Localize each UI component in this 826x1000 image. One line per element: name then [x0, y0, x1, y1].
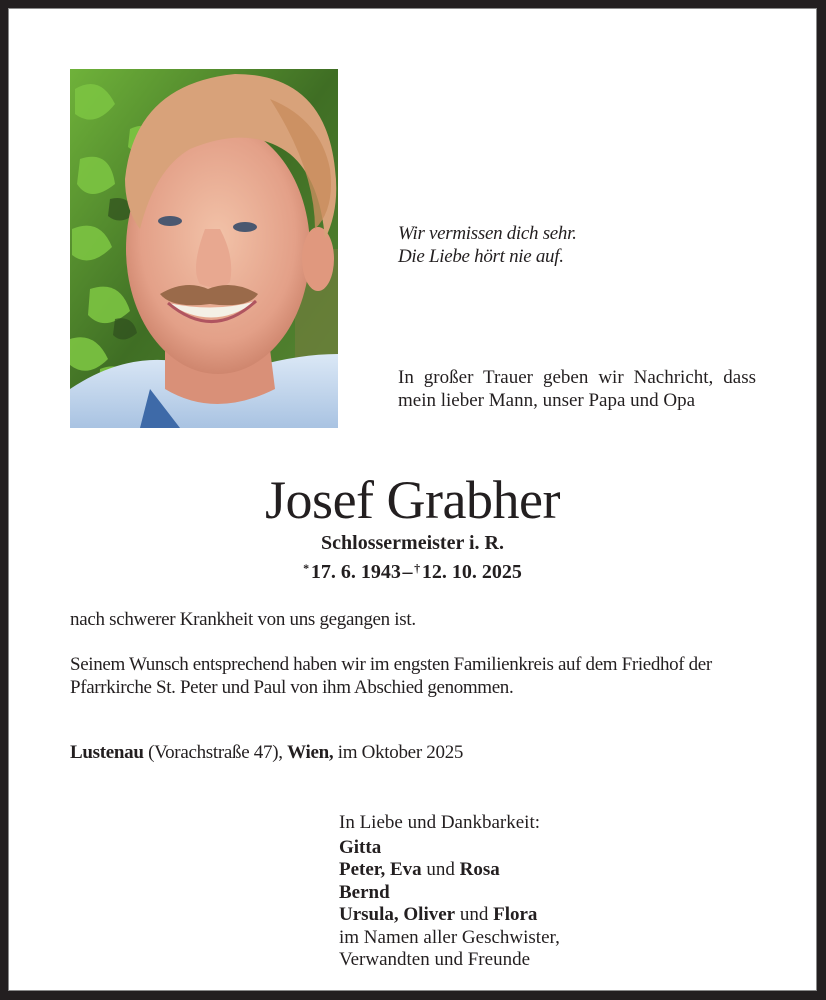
birth-star-icon: *: [303, 561, 310, 575]
mourners-signoff: [339, 812, 560, 972]
mourner-name: Gitta: [339, 836, 382, 858]
life-dates: [8, 556, 817, 584]
portrait-image: [70, 69, 338, 428]
obituary-notice: [8, 8, 817, 991]
memorial-quote: [398, 222, 577, 268]
date-separator: –: [402, 561, 413, 583]
deceased-name: Josef Grabher: [265, 470, 560, 530]
death-cross-icon: †: [414, 561, 421, 575]
address: (Vorachstraße 47),: [143, 742, 288, 763]
portrait-photo: [70, 69, 338, 428]
passing-sentence: nach schwerer Krankheit von uns gegangen ist.: [70, 609, 416, 630]
conjunction: und: [455, 904, 494, 925]
city-wien: Wien,: [287, 742, 334, 763]
death-date: 12. 10. 2025: [421, 561, 522, 583]
birth-date: 17. 6. 1943: [310, 561, 401, 583]
farewell-paragraph: Seinem Wunsch entsprechend haben wir im engsten Familienkreis auf dem Friedhof der Pfarrkirche St. Peter und Paul von ihm Abschied genommen.: [70, 654, 712, 698]
mourner-name: Flora: [493, 904, 538, 925]
closing-line-2: Verwandten und Freunde: [339, 949, 531, 970]
city-lustenau: Lustenau: [70, 742, 144, 763]
mourner-line-3: [339, 882, 560, 905]
mourner-line-1: [339, 837, 560, 860]
mourner-line-4: [339, 904, 560, 927]
deceased-title: Schlossermeister i. R.: [321, 532, 504, 554]
mourner-names: Ursula, Oliver: [339, 904, 456, 925]
mourner-line-2: [339, 859, 560, 882]
announcement-intro: In großer Trauer geben wir Nachricht, dass mein lieber Mann, unser Papa und Opa: [398, 367, 756, 411]
mourner-names: Peter, Eva: [339, 859, 422, 880]
mourner-name: Bernd: [339, 881, 390, 903]
notice-date: im Oktober 2025: [333, 742, 464, 763]
closing-line-1: im Namen aller Geschwister,: [339, 926, 560, 948]
quote-line-2: Die Liebe hört nie auf.: [398, 246, 564, 267]
place-and-date: [70, 741, 463, 764]
conjunction: und: [421, 859, 460, 880]
quote-line-1: Wir vermissen dich sehr.: [398, 223, 577, 244]
signoff-lead: In Liebe und Dankbarkeit:: [339, 812, 541, 833]
mourner-name: Rosa: [459, 859, 500, 880]
